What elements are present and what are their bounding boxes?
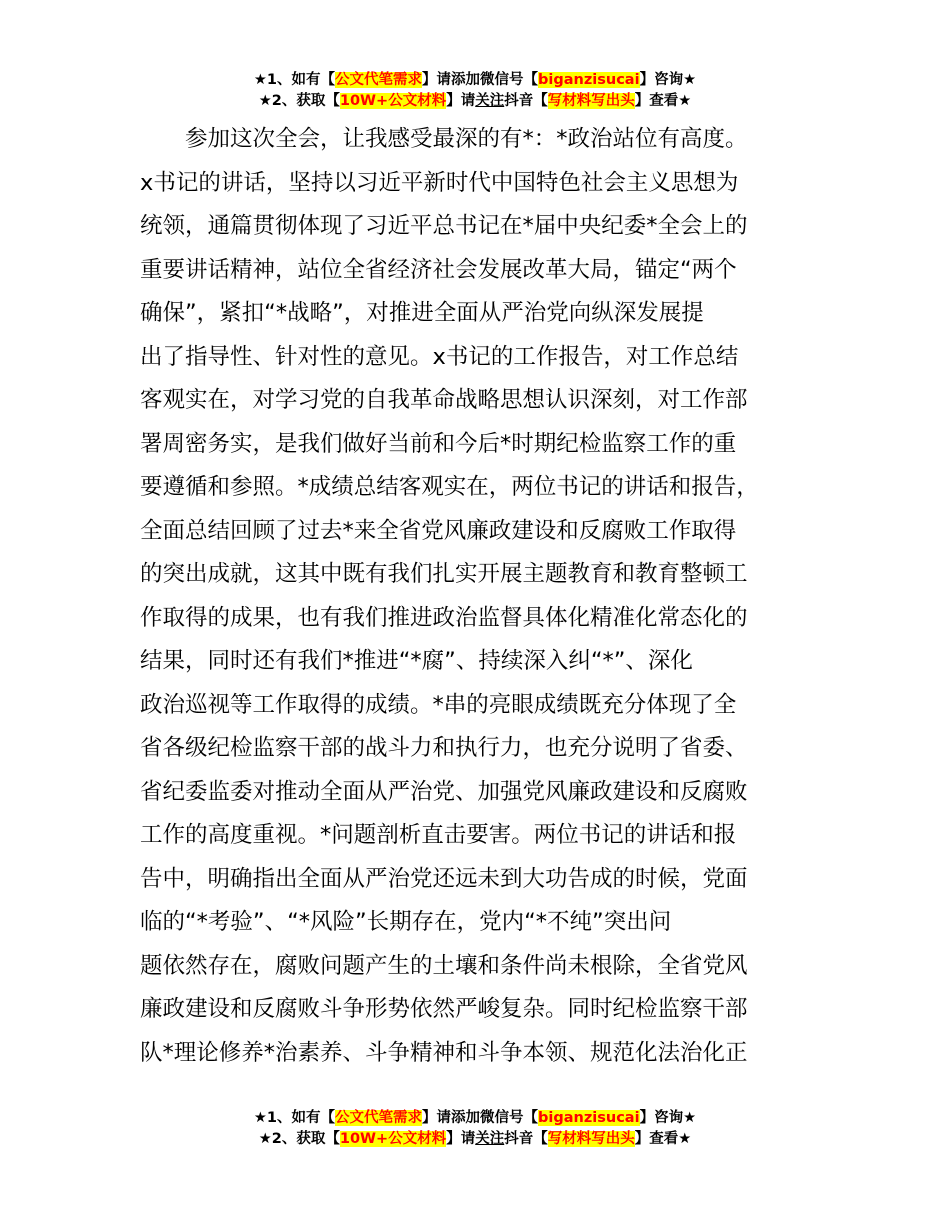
- banner-text: 抖音【: [504, 93, 548, 109]
- banner-wechat-id: biganzisucai: [538, 72, 640, 88]
- document-body: [140, 118, 830, 1075]
- banner-underline: 关注: [475, 1131, 505, 1147]
- banner-text: 】咨询★: [639, 1110, 697, 1126]
- banner-highlight: 公文代笔需求: [335, 1110, 423, 1126]
- body-line: 署周密务实，是我们做好当前和今后*时期纪检监察工作的重: [140, 430, 737, 457]
- banner-text: 】请添加微信号【: [422, 1110, 539, 1126]
- banner-text: 】查看★: [634, 93, 692, 109]
- body-line: 客观实在，对学习党的自我革命战略思想认识深刻，对工作部: [140, 387, 748, 413]
- banner-line-1: [0, 1108, 950, 1129]
- body-line: 告中，明确指出全面从严治党还远未到大功告成的时候，党面: [140, 865, 748, 892]
- body-line: 省纪委监委对推动全面从严治党、加强党风廉政建设和反腐败: [140, 778, 748, 805]
- banner-text: ★2、获取【: [258, 93, 340, 109]
- header-banner: [0, 70, 950, 112]
- body-line: 队*理论修养*治素养、斗争精神和斗争本领、规范化法治化正: [140, 1039, 748, 1066]
- banner-wechat-id: biganzisucai: [538, 1110, 640, 1126]
- body-line: 廉政建设和反腐败斗争形势依然严峻复杂。同时纪检监察干部: [140, 996, 748, 1022]
- body-line: 参加这次全会，让我感受最深的有*：*政治站位有高度。: [185, 126, 748, 152]
- banner-text: 】请: [446, 1131, 476, 1147]
- body-line: 出了指导性、针对性的意见。x书记的工作报告，对工作总结: [140, 343, 739, 370]
- body-line: 统领，通篇贯彻体现了习近平总书记在*届中央纪委*全会上的: [140, 213, 748, 239]
- body-line: 临的“*考验”、“*风险”长期存在，党内“*不纯”突出问: [140, 909, 672, 935]
- banner-underline: 关注: [475, 93, 505, 109]
- body-line: 确保”，紧扣“*战略”，对推进全面从严治党向纵深发展提: [140, 300, 704, 326]
- banner-highlight: 10W+公文材料: [339, 1131, 447, 1147]
- banner-highlight: 10W+公文材料: [339, 93, 447, 109]
- banner-text: ★1、如有【: [253, 1110, 336, 1126]
- body-line: 重要讲话精神，站位全省经济社会发展改革大局，锚定“两个: [140, 256, 737, 283]
- banner-text: 】查看★: [634, 1131, 692, 1147]
- footer-banner: [0, 1108, 950, 1150]
- banner-text: ★1、如有【: [253, 72, 336, 88]
- banner-line-2: [0, 91, 950, 112]
- body-line: 的突出成就，这其中既有我们扎实开展主题教育和教育整顿工: [140, 561, 748, 587]
- body-line: 结果，同时还有我们*推进“*腐”、持续深入纠“*”、深化: [140, 648, 693, 674]
- body-line: 全面总结回顾了过去*来全省党风廉政建设和反腐败工作取得: [140, 517, 737, 544]
- banner-text: 】咨询★: [639, 72, 697, 88]
- body-line: 要遵循和参照。*成绩总结客观实在，两位书记的讲话和报告，: [140, 474, 759, 500]
- banner-highlight: 公文代笔需求: [335, 72, 423, 88]
- banner-line-2: [0, 1129, 950, 1150]
- banner-line-1: [0, 70, 950, 91]
- body-line: 省各级纪检监察干部的战斗力和执行力，也充分说明了省委、: [140, 735, 748, 761]
- banner-highlight: 写材料写出头: [547, 93, 635, 109]
- banner-text: ★2、获取【: [258, 1131, 340, 1147]
- banner-text: 】请: [446, 93, 476, 109]
- body-line: 题依然存在，腐败问题产生的土壤和条件尚未根除，全省党风: [140, 952, 748, 979]
- banner-text: 抖音【: [504, 1131, 548, 1147]
- body-line: 政治巡视等工作取得的成绩。*串的亮眼成绩既充分体现了全: [140, 691, 737, 718]
- body-line: 工作的高度重视。*问题剖析直击要害。两位书记的讲话和报: [140, 822, 737, 848]
- banner-highlight: 写材料写出头: [547, 1131, 635, 1147]
- banner-text: 】请添加微信号【: [422, 72, 539, 88]
- body-line: 作取得的成果，也有我们推进政治监督具体化精准化常态化的: [140, 604, 748, 631]
- body-line: x书记的讲话，坚持以习近平新时代中国特色社会主义思想为: [140, 169, 739, 196]
